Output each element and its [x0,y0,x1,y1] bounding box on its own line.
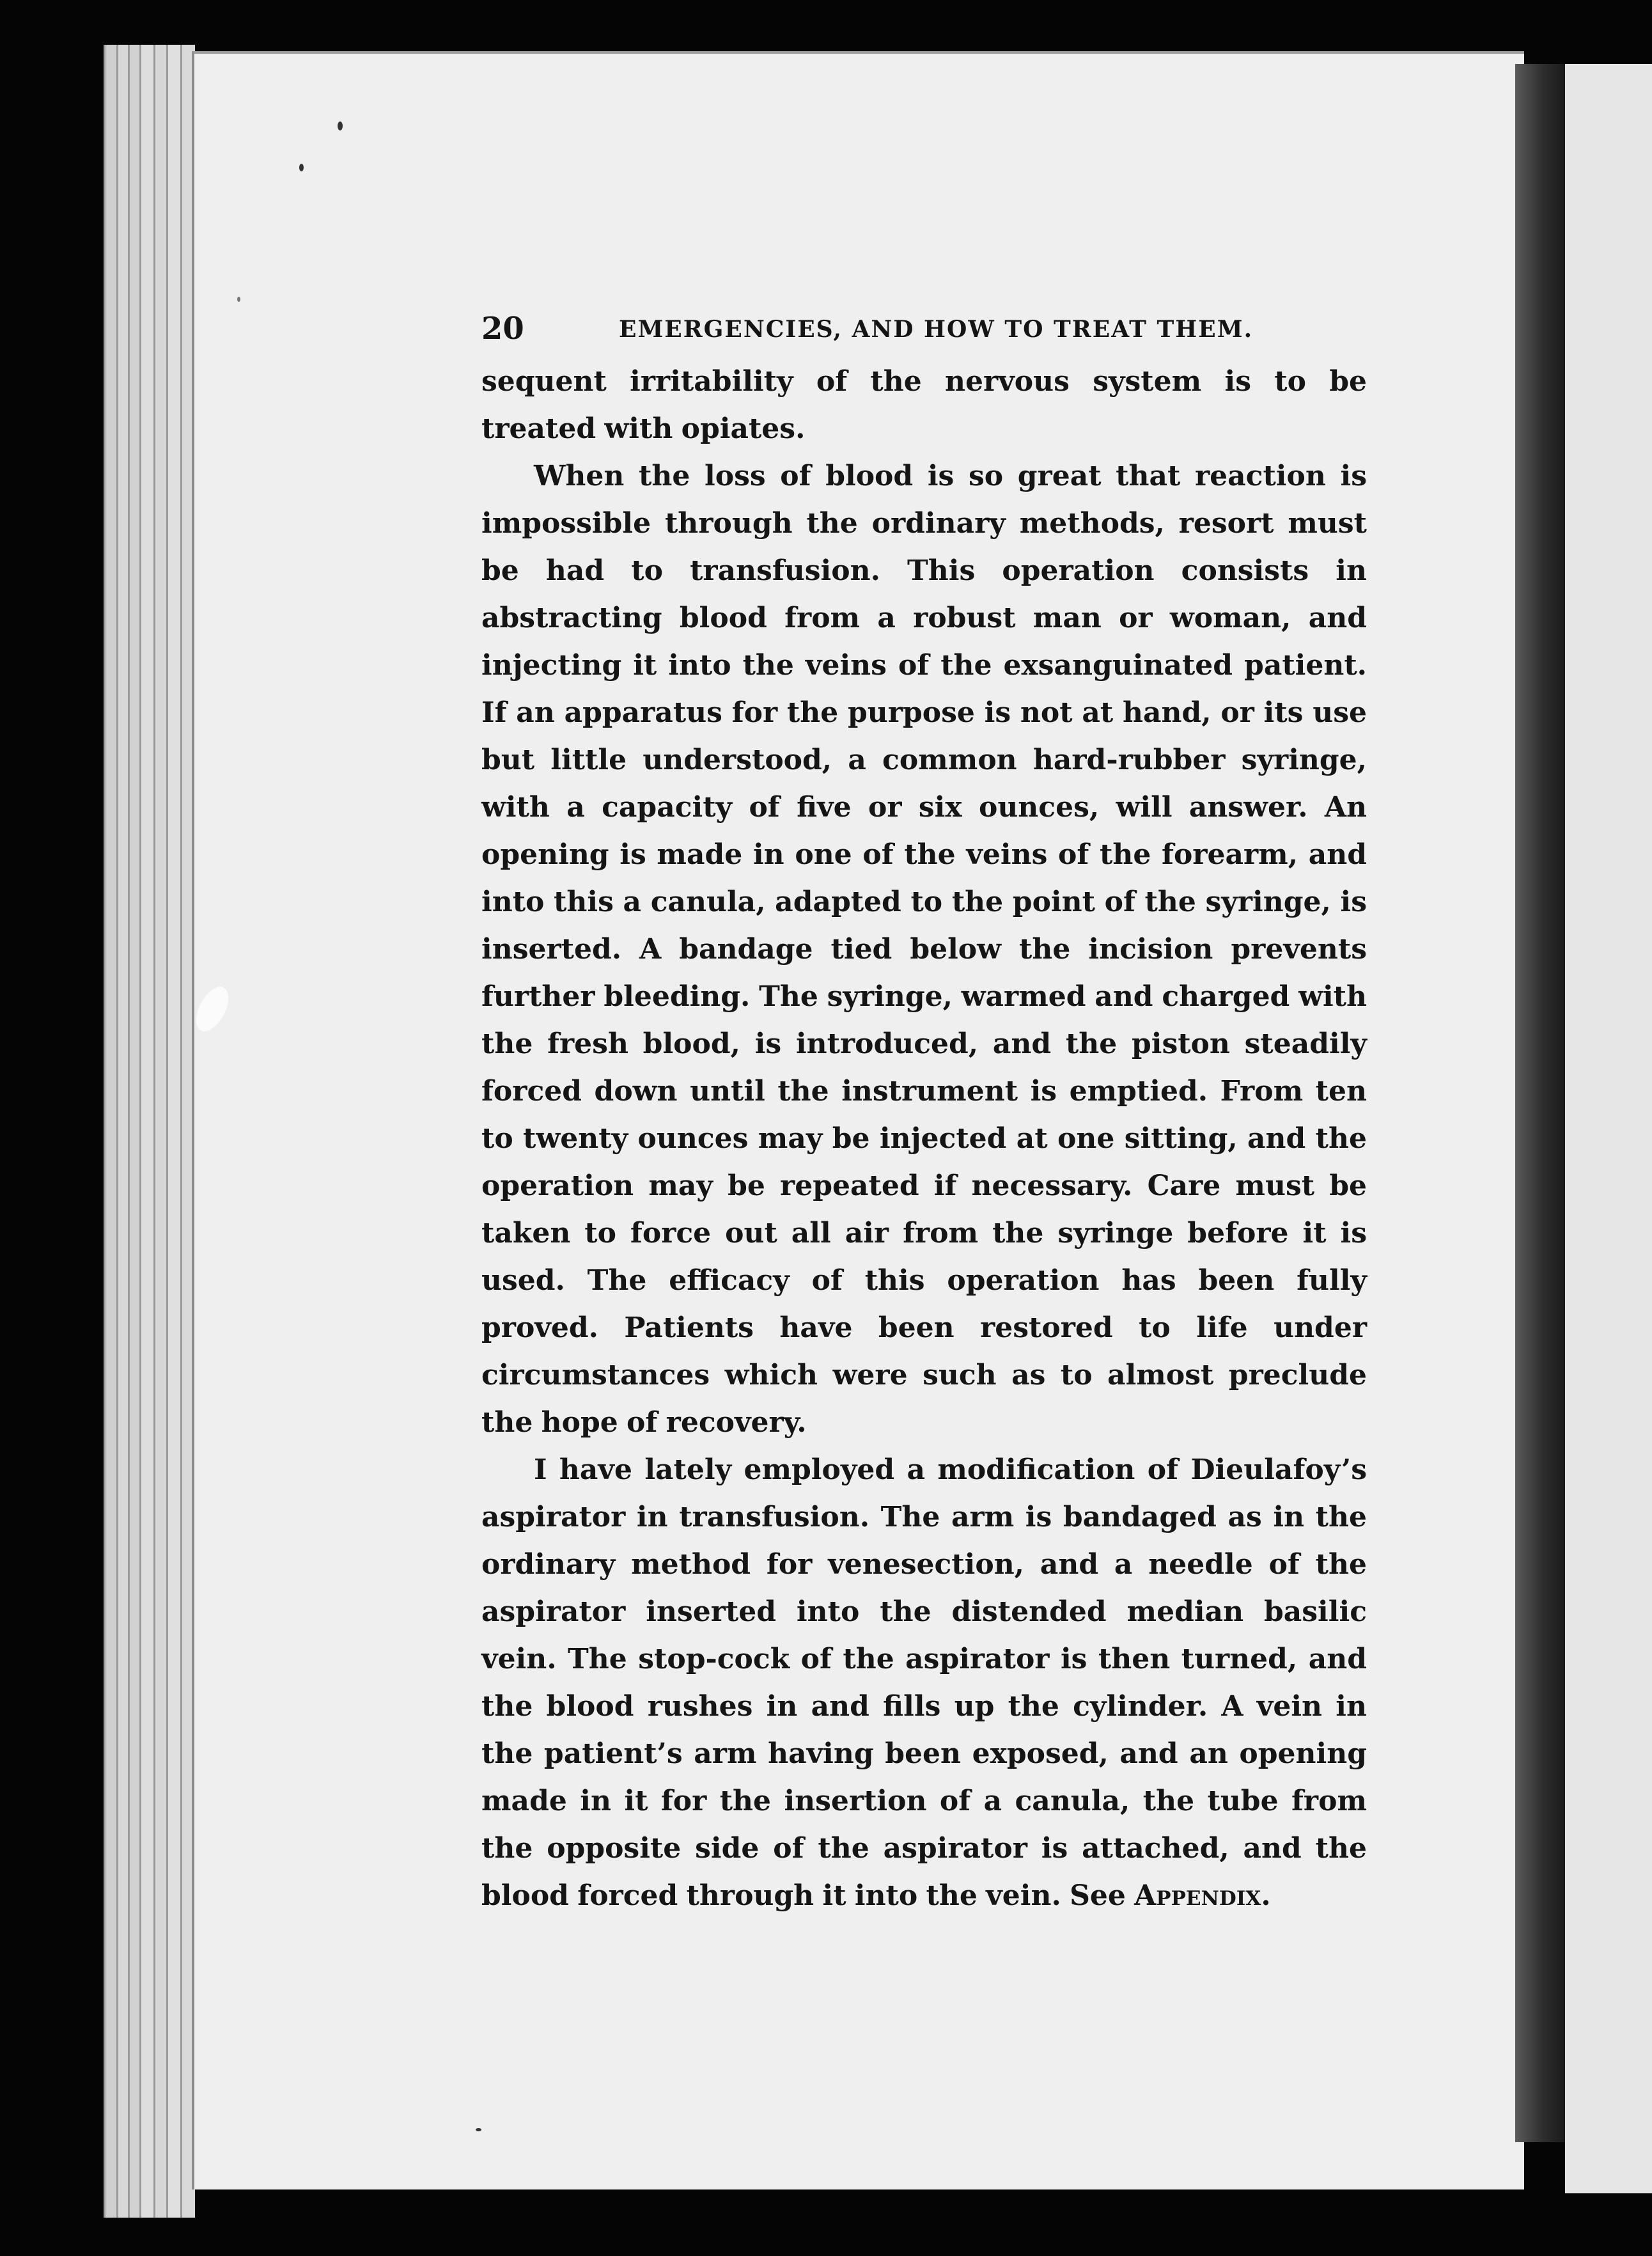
ink-speck [299,164,304,171]
ink-speck [476,2128,481,2131]
facing-page-edge [1565,64,1652,2193]
paragraph-transfusion: When the loss of blood is so great that reaction is impossible through the ordinary methods, resort must be had to transfusion. This operation consists in abstracting blood from a robust man or woman, and injecting it into the veins of the exsanguinated patient. If an apparatus for the purpose is not at hand, or its use but little understood, a common hard-rubber syringe, with a capacity of five or six ounces, will answer. An opening is made in one of the veins of the forearm, and into this a canula, adapted to the point of the syringe, is inserted. A bandage tied below the incision prevents further bleeding. The syringe, warmed and charged with the fresh blood, is introduced, and the piston steadily forced down until the instrument is emptied. From ten to twenty ounces may be injected at one sitting, and the operation may be repeated if necessary. Care must be taken to force out all air from the syringe before it is used. The efficacy of this operation has been fully proved. Patients have been restored to life under circumstances which were such as to almost preclude the hope of recovery. [481,460,1367,1439]
paragraph-aspirator-text: I have lately employed a modification of Dieulafoy’s aspirator in transfusion. The arm is bandaged as in the ordinary method for venesection, and a needle of the aspirator inserted into the distended median basilic vein. The stop-cock of the aspirator is then turned, and the blood rushes in and fills up the cylinder. A vein in the patient’s arm having been exposed, and an opening made in it for the insertion of a canula, the tube from the opposite side of the aspirator is attached, and the blood forced through it into the vein. See [481,1453,1367,1912]
page-number: 20 [481,311,524,347]
page-text-block [481,301,1367,1920]
binding-gutter [1515,64,1565,2142]
ink-speck [338,121,343,130]
running-head [481,301,1367,358]
appendix-reference: Appendix. [1134,1879,1271,1912]
running-head-title: EMERGENCIES, AND HOW TO TREAT THEM. [619,316,1254,343]
paragraph-aspirator [481,1446,1367,1920]
ink-speck [237,297,240,302]
paragraph-opiates: sequent irritability of the nervous system is to be treated with opiates. [481,365,1367,445]
